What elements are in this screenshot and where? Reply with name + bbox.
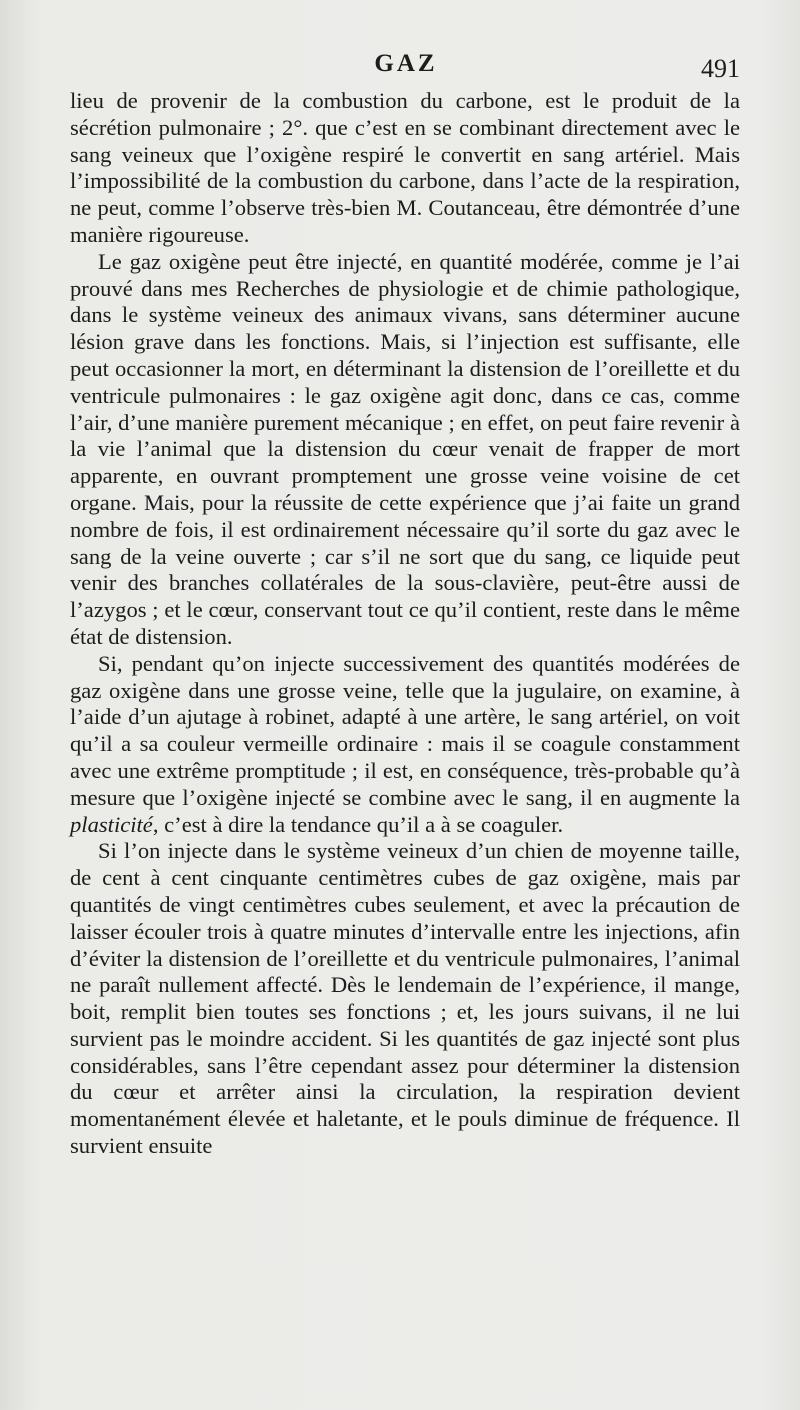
paragraph-2: Le gaz oxigène peut être injecté, en quantité modérée, comme je l’ai prouvé dans mes Recherches de physiologie et de chimie pathologique, dans le système veineux des animaux vivans, sans déterminer aucune lésion grave dans les fonctions. Mais, si l’injection est suffisante, elle peut occasionner la mort, en déterminant la distension de l’oreillette et du ventricule pulmonaires : le gaz oxigène agit donc, dans ce cas, comme l’air, d’une manière purement mécanique ; en effet, on peut faire revenir à la vie l’animal que la distension du cœur venait de frapper de mort apparente, en ouvrant promptement une grosse veine voisine de cet organe. Mais, pour la réussite de cette expérience que j’ai faite un grand nombre de fois, il est ordinairement nécessaire qu’il sorte du gaz avec le sang de la veine ouverte ; car s’il ne sort que du sang, ce liquide peut venir des branches collatérales de la sous-clavière, peut-être aussi de l’azygos ; et le cœur, conservant tout ce qu’il contient, reste dans le même état de distension. xyxy=(70,248,740,649)
paragraph-3-text-before: Si, pendant qu’on injecte successivement des quantités modérées de gaz oxigène dans une grosse veine, telle que la jugulaire, on examine, à l’aide d’un ajutage à robinet, adapté à une artère, le sang artériel, on voit qu’il a sa couleur vermeille ordinaire : mais il se coagule constamment avec une extrême promptitude ; il est, en conséquence, très-probable qu’à mesure que l’oxigène injecté se combine avec le sang, il en augmente la xyxy=(70,650,740,810)
page-title: GAZ xyxy=(374,50,438,77)
italic-term: plasticité xyxy=(70,811,153,837)
page-number: 491 xyxy=(701,54,740,83)
paragraph-4: Si l’on injecte dans le système veineux d’un chien de moyenne taille, de cent à cent cinquante centimètres cubes de gaz oxigène, mais par quantités de vingt centimètres cubes seulement, et avec la précaution de laisser écouler trois à quatre minutes d’intervalle entre les injections, afin d’éviter la distension de l’oreillette et du ventricule pulmonaires, l’animal ne paraît nullement affecté. Dès le lendemain de l’expérience, il mange, boit, remplit bien toutes ses fonctions ; et, les jours suivans, il ne lui survient pas le moindre accident. Si les quantités de gaz injecté sont plus considérables, sans l’être cependant assez pour déterminer la distension du cœur et arrêter ainsi la circulation, la respiration devient momentanément élevée et haletante, et le pouls diminue de fréquence. Il survient ensuite xyxy=(70,838,740,1159)
paragraph-3 xyxy=(70,651,740,839)
body-text xyxy=(70,88,740,1160)
running-header xyxy=(72,50,740,86)
paragraph-1: lieu de provenir de la combustion du carbone, est le produit de la sécrétion pulmonaire ; 2°. que c’est en se combinant directement avec le sang veineux que l’oxigène respiré le convertit en sang artériel. Mais l’impossibilité de la combustion du carbone, dans l’acte de la respiration, ne peut, comme l’observe très-bien M. Coutanceau, être démontrée d’une manière rigoureuse. xyxy=(70,88,740,247)
paragraph-3-text-after: , c’est à dire la tendance qu’il a à se coaguler. xyxy=(152,811,564,837)
